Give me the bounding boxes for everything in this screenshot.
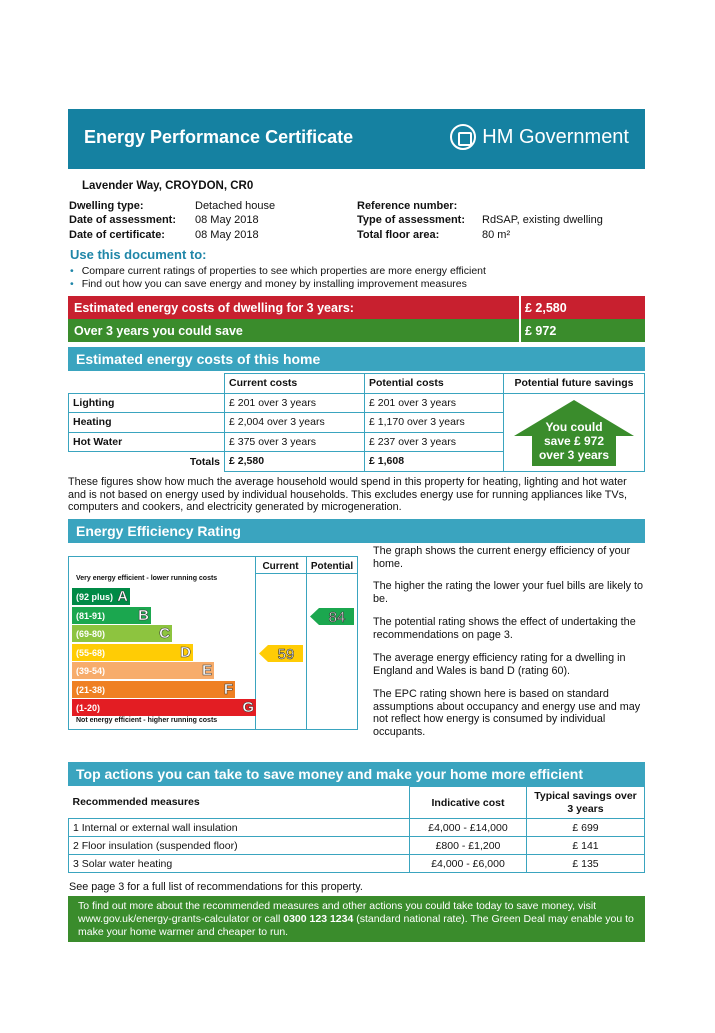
efficiency-text: The average energy efficiency rating for a dwelling in England and Wales is band D (rating 60). bbox=[373, 652, 626, 677]
recs-header-measure: Recommended measures bbox=[69, 787, 410, 819]
hm-government-logo bbox=[450, 124, 629, 150]
recs-row-saving: £ 135 bbox=[527, 855, 645, 873]
hm-government-label: HM Government bbox=[482, 125, 629, 148]
footer-text: To find out more about the recommended measures and other actions you could take today to save money, visit www.gov.uk/energy-grants-calculator or call bbox=[78, 900, 597, 925]
rating-band-range: (92 plus) bbox=[76, 592, 114, 602]
efficient-caption: Very energy efficient - lower running costs bbox=[76, 575, 218, 582]
recs-row-cost: £800 - £1,200 bbox=[410, 837, 527, 855]
dwelling-type-value: Detached house bbox=[195, 200, 276, 212]
efficiency-text: The graph shows the current energy efficiency of your home. bbox=[373, 545, 631, 570]
rating-band-letter: C bbox=[159, 625, 170, 642]
rating-band-letter: A bbox=[117, 588, 128, 605]
savings-bar bbox=[68, 319, 645, 342]
assessment-date-label: Date of assessment: bbox=[69, 214, 176, 226]
potential-rating-pointer-value: 84 bbox=[328, 608, 346, 625]
rating-band-c bbox=[72, 625, 172, 642]
efficiency-text: The EPC rating shown here is based on standard assumptions about occupancy and energy use and may not reflect how energy is consumed by individual occupants. bbox=[373, 688, 641, 738]
recs-row-cost: £4,000 - £6,000 bbox=[410, 855, 527, 873]
costs-row-label: Heating bbox=[69, 413, 225, 433]
footer-info bbox=[68, 896, 645, 942]
floor-area-label: Total floor area: bbox=[357, 229, 440, 241]
savings-arrow-cell bbox=[504, 393, 645, 471]
costs-total-current: £ 2,580 bbox=[225, 452, 365, 472]
rating-band-range: (21-38) bbox=[76, 684, 106, 695]
rating-col-potential: Potential bbox=[310, 561, 354, 572]
costs-row-potential: £ 201 over 3 years bbox=[365, 393, 504, 413]
rating-band-letter: E bbox=[201, 662, 212, 679]
recommendations-table bbox=[68, 786, 645, 873]
rating-band-letter: F bbox=[223, 680, 233, 698]
costs-row-label: Lighting bbox=[69, 393, 225, 413]
savings-value: £ 972 bbox=[519, 319, 556, 342]
potential-rating-pointer bbox=[310, 608, 354, 625]
rating-band-letter: G bbox=[242, 699, 254, 716]
property-address: Lavender Way, CROYDON, CR0 bbox=[82, 180, 254, 192]
rating-band-letter: D bbox=[180, 643, 191, 661]
see-page-note: See page 3 for a full list of recommendations for this property. bbox=[69, 881, 363, 893]
costs-row-current: £ 201 over 3 years bbox=[225, 393, 365, 413]
certificate-date-label: Date of certificate: bbox=[69, 229, 165, 241]
certificate-title: Energy Performance Certificate bbox=[84, 127, 354, 147]
rating-band-range: (39-54) bbox=[76, 666, 106, 676]
efficiency-text: The higher the rating the lower your fuel bills are likely to be. bbox=[373, 580, 644, 605]
certificate-header bbox=[68, 109, 645, 169]
costs-row-potential: £ 1,170 over 3 years bbox=[365, 413, 504, 433]
use-bullet: • Find out how you can save energy and money by installing improvement measures bbox=[70, 278, 467, 290]
floor-area-value: 80 m² bbox=[482, 229, 511, 241]
costs-header-blank bbox=[69, 374, 225, 394]
estimated-costs-value: £ 2,580 bbox=[519, 296, 567, 319]
savings-arrow-line1: You could bbox=[545, 419, 603, 434]
certificate-date-value: 08 May 2018 bbox=[195, 229, 259, 241]
costs-totals-label: Totals bbox=[189, 455, 220, 468]
rating-band-range: (81-91) bbox=[76, 610, 106, 621]
rating-band-b bbox=[72, 607, 151, 624]
estimated-costs-bar bbox=[68, 296, 645, 319]
assessment-type-value: RdSAP, existing dwelling bbox=[482, 214, 603, 226]
recs-row-saving: £ 699 bbox=[527, 819, 645, 837]
use-document-title: Use this document to: bbox=[70, 247, 207, 262]
rating-band-range: (69-80) bbox=[76, 629, 106, 639]
use-bullet: • Compare current ratings of properties to see which properties are more energy efficient bbox=[70, 265, 486, 277]
rating-band-range: (55-68) bbox=[76, 647, 106, 658]
costs-total-potential: £ 1,608 bbox=[365, 452, 504, 472]
costs-section-title: Estimated energy costs of this home bbox=[68, 347, 645, 371]
rating-band-d bbox=[72, 644, 193, 661]
recs-header-saving: Typical savings over 3 years bbox=[527, 787, 645, 819]
assessment-date-value: 08 May 2018 bbox=[195, 214, 259, 226]
recs-row-measure: 3 Solar water heating bbox=[69, 855, 410, 873]
rating-band-a bbox=[72, 588, 130, 605]
costs-row-potential: £ 237 over 3 years bbox=[365, 432, 504, 452]
assessment-type-label: Type of assessment: bbox=[357, 214, 466, 226]
footer-text-2: (standard national rate). The Green Deal may enable you to make your home warmer and cheaper to run. bbox=[78, 913, 634, 938]
recs-row-measure: 1 Internal or external wall insulation bbox=[69, 819, 410, 837]
recs-header-cost: Indicative cost bbox=[410, 787, 527, 819]
costs-header-savings: Potential future savings bbox=[504, 374, 645, 394]
rating-band-g bbox=[72, 699, 256, 716]
recs-row-cost: £4,000 - £14,000 bbox=[410, 819, 527, 837]
savings-arrow-line3: over 3 years bbox=[538, 447, 610, 462]
reference-label: Reference number: bbox=[357, 200, 458, 212]
estimated-costs-label: Estimated energy costs of dwelling for 3 years: bbox=[74, 301, 354, 315]
costs-header-potential: Potential costs bbox=[365, 374, 504, 394]
recs-row-saving: £ 141 bbox=[527, 837, 645, 855]
recs-row-measure: 2 Floor insulation (suspended floor) bbox=[69, 837, 410, 855]
costs-row-current: £ 375 over 3 years bbox=[225, 432, 365, 452]
rating-band-e bbox=[72, 662, 214, 679]
energy-costs-table bbox=[68, 373, 645, 472]
footer-phone: 0300 123 1234 bbox=[283, 913, 354, 925]
royal-crest-icon bbox=[450, 124, 476, 150]
current-rating-pointer-value: 59 bbox=[277, 645, 295, 662]
inefficient-caption: Not energy efficient - higher running costs bbox=[76, 717, 218, 724]
costs-note: These figures show how much the average household would spend in this property for heating, lighting and hot water and is not based on energy used by individual households. This excludes energy use for running appliances like TVs, computers and cookers, and electricity generated by microgeneration. bbox=[68, 476, 627, 513]
actions-section-title: Top actions you can take to save money and make your home more efficient bbox=[68, 762, 645, 786]
costs-header-current: Current costs bbox=[225, 374, 365, 394]
rating-band-f bbox=[72, 681, 235, 698]
rating-band-letter: B bbox=[138, 606, 149, 624]
current-rating-pointer bbox=[259, 645, 303, 662]
savings-label: Over 3 years you could save bbox=[74, 324, 243, 338]
dwelling-type-label: Dwelling type: bbox=[69, 200, 144, 212]
efficiency-section-title: Energy Efficiency Rating bbox=[68, 519, 645, 543]
costs-row-label: Hot Water bbox=[69, 432, 225, 452]
rating-band-range: (1-20) bbox=[76, 703, 101, 713]
costs-row-current: £ 2,004 over 3 years bbox=[225, 413, 365, 433]
savings-arrow-line2: save £ 972 bbox=[543, 433, 605, 448]
efficiency-text: The potential rating shows the effect of undertaking the recommendations on page 3. bbox=[373, 616, 636, 641]
rating-col-current: Current bbox=[262, 561, 299, 572]
